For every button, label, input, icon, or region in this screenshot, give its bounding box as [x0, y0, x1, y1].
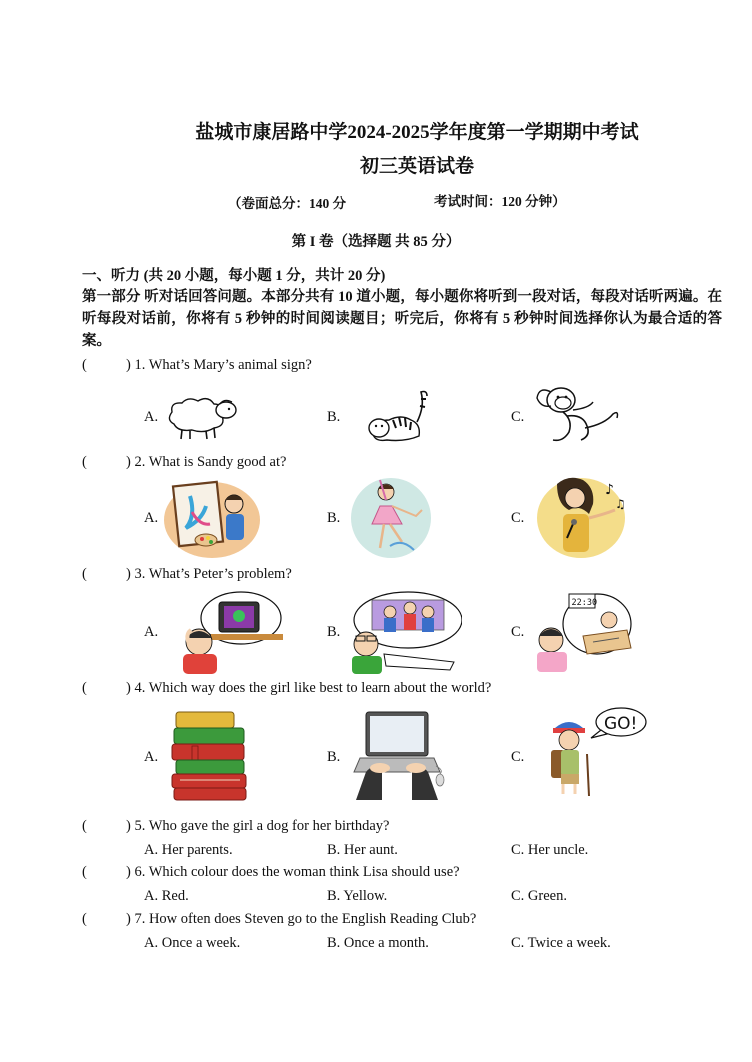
option-label-c: C. [511, 749, 525, 765]
question-2 [82, 454, 286, 471]
option-label-b: B. [327, 510, 341, 526]
question-stem: ) 7. How often does Steven go to the English Reading Club? [126, 911, 477, 927]
question-4 [82, 680, 491, 697]
section-one-instructions: 第一部分 听对话回答问题。本部分共有 10 道小题，每小题你将听到一段对话，每段对话听两遍。在听每段对话前，你将有 5 秒钟的时间阅读题目；听完后，你将有 5 秒钟时间选择你认为最合适的答案。 [82, 289, 722, 349]
question-6 [82, 864, 460, 881]
exam-title: 盐城市康居路中学2024-2025学年度第一学期期中考试 [195, 122, 639, 143]
exam-time: 考试时间：120 分钟） [434, 194, 566, 209]
answer-blank[interactable]: ( [82, 357, 87, 373]
option-a[interactable]: A. Her parents. [144, 842, 233, 858]
exam-subtitle: 初三英语试卷 [359, 156, 474, 177]
question-stem: ) 2. What is Sandy good at? [126, 454, 287, 470]
option-label-a: A. [144, 409, 159, 425]
singing-picture[interactable] [535, 474, 631, 560]
option-c[interactable]: C. Green. [511, 888, 567, 904]
option-label-a: A. [144, 624, 159, 640]
option-label-a: A. [144, 510, 159, 526]
crowded-classroom-picture[interactable] [350, 590, 462, 674]
question-stem: ) 5. Who gave the girl a dog for her birthday? [126, 818, 390, 834]
painting-picture[interactable] [162, 476, 262, 560]
answer-blank[interactable]: ( [82, 911, 87, 927]
clock-readout: 22:30 [571, 598, 598, 608]
question-stem: ) 1. What’s Mary’s animal sign? [126, 357, 312, 373]
part-one-heading: 第 I 卷（选择题 共 85 分） [291, 234, 461, 250]
books-picture[interactable] [170, 710, 250, 802]
answer-blank[interactable]: ( [82, 818, 87, 834]
monkey-picture[interactable] [533, 384, 623, 446]
option-label-c: C. [511, 510, 525, 526]
option-label-b: B. [327, 624, 341, 640]
go-speech-bubble: GO! [604, 714, 638, 734]
svg-text:♫: ♫ [615, 497, 626, 511]
option-c[interactable]: C. Her uncle. [511, 842, 589, 858]
question-stem: ) 3. What’s Peter’s problem? [126, 566, 292, 582]
answer-blank[interactable]: ( [82, 454, 87, 470]
question-stem: ) 6. Which colour does the woman think Lisa should use? [126, 864, 460, 880]
sheep-picture[interactable] [162, 392, 242, 442]
option-b[interactable]: B. Yellow. [327, 888, 388, 904]
question-7 [82, 911, 476, 928]
option-c[interactable]: C. Twice a week. [511, 935, 611, 951]
question-5 [82, 818, 389, 835]
question-stem: ) 4. Which way does the girl like best to learn about the world? [126, 680, 492, 696]
question-1 [82, 357, 312, 374]
option-b[interactable]: B. Her aunt. [327, 842, 398, 858]
option-label-c: C. [511, 624, 525, 640]
section-one-heading: 一、听力 (共 20 小题，每小题 1 分，共计 20 分) [82, 268, 386, 284]
option-a[interactable]: A. Once a week. [144, 935, 241, 951]
late-homework-picture[interactable] [533, 588, 633, 674]
dancing-picture[interactable] [350, 476, 432, 560]
tiger-picture[interactable] [365, 386, 433, 446]
total-score: （卷面总分：140 分 [228, 196, 347, 211]
option-label-a: A. [144, 749, 159, 765]
answer-blank[interactable]: ( [82, 680, 87, 696]
option-a[interactable]: A. Red. [144, 888, 189, 904]
answer-blank[interactable]: ( [82, 864, 87, 880]
option-label-b: B. [327, 409, 341, 425]
svg-text:♪: ♪ [605, 482, 614, 498]
noisy-tv-picture[interactable] [175, 590, 283, 674]
option-label-b: B. [327, 749, 341, 765]
option-label-c: C. [511, 409, 525, 425]
option-b[interactable]: B. Once a month. [327, 935, 429, 951]
laptop-picture[interactable] [352, 710, 448, 802]
question-3 [82, 566, 292, 583]
traveler-picture[interactable] [545, 706, 649, 798]
answer-blank[interactable]: ( [82, 566, 87, 582]
